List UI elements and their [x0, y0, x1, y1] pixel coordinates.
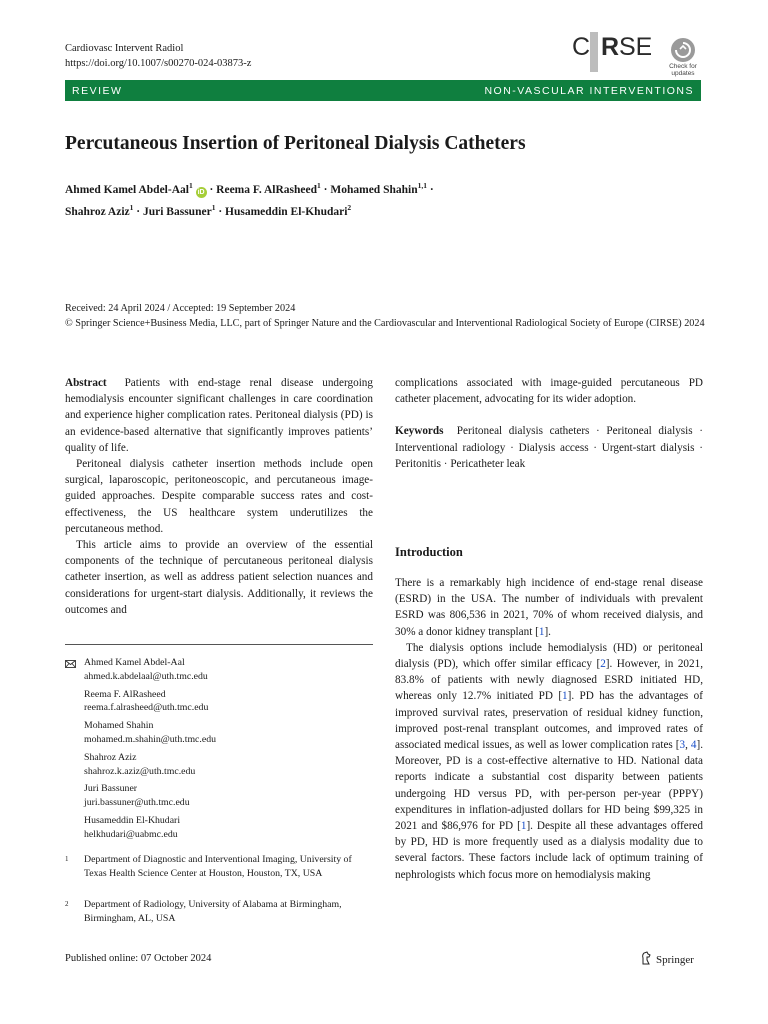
- author-affil-sup: 1: [211, 202, 216, 212]
- contact-email[interactable]: shahroz.k.aziz@uth.tmc.edu: [84, 765, 196, 777]
- abstract-paragraph: This article aims to provide an overview of the essential components of the technique of percutaneous peritoneal dialysis catheter insertion, as well as address patient selection nuances and considerations for urgent-start dialysis. Additionally, it reviews the outcomes and: [65, 539, 373, 616]
- svg-text:R: R: [601, 33, 620, 61]
- crossmark-text-2: updates: [671, 70, 695, 77]
- article-type: REVIEW: [72, 84, 123, 97]
- introduction-body: [395, 575, 703, 883]
- orcid-icon[interactable]: iD: [197, 188, 205, 196]
- citation-link[interactable]: 1: [538, 625, 545, 638]
- footnote-divider: [65, 644, 373, 645]
- publisher-name: Springer: [656, 953, 694, 966]
- contact-name: Juri Bassuner: [84, 783, 138, 795]
- svg-text:C: C: [572, 33, 591, 61]
- author-contacts: [65, 656, 373, 846]
- abstract-continuation: [395, 375, 703, 472]
- citation-link[interactable]: 3: [679, 739, 686, 752]
- contact-entry: [65, 782, 373, 810]
- affiliation-entry: [65, 853, 373, 881]
- introduction-heading: Introduction: [395, 545, 463, 559]
- citation-link[interactable]: 1: [520, 820, 527, 833]
- contact-name: Ahmed Kamel Abdel-Aal: [84, 657, 185, 668]
- abstract-section: [65, 375, 373, 618]
- contact-email[interactable]: mohamed.m.shahin@uth.tmc.edu: [84, 733, 217, 745]
- contact-name: Husameddin El-Khudari: [84, 814, 181, 826]
- affiliation-entry: [65, 898, 373, 926]
- crossmark-text-1: Check for: [669, 63, 697, 70]
- journal-header: [65, 41, 251, 71]
- contact-entry: [65, 751, 373, 779]
- crossmark-icon: [671, 38, 695, 62]
- crossmark-badge[interactable]: [663, 38, 703, 77]
- contact-name: Shahroz Aziz: [84, 751, 137, 763]
- contact-email[interactable]: reema.f.alrasheed@uth.tmc.edu: [84, 702, 209, 714]
- article-title: Percutaneous Insertion of Peritoneal Dialysis Catheters: [65, 133, 526, 154]
- contact-name: Reema F. AlRasheed: [84, 688, 166, 700]
- journal-name: Cardiovasc Intervent Radiol: [65, 43, 184, 54]
- svg-text:SE: SE: [619, 33, 651, 61]
- author-affil-sup: 2: [347, 202, 352, 212]
- published-online-date: Published online: 07 October 2024: [65, 953, 212, 964]
- author-affil-sup: 1,1: [417, 181, 427, 190]
- cirse-logo: [571, 32, 651, 72]
- author-name[interactable]: Reema F. AlRasheed: [216, 183, 318, 196]
- abstract-paragraph: Peritoneal dialysis catheter insertion methods include open surgical, laparoscopic, peritoneoscopic, and percutaneous image-guided approaches. Despite comparable success rates and cost-effectiveness, the US healthcare system underutilizes the percutaneous method.: [65, 458, 373, 535]
- contact-entry: [65, 688, 373, 716]
- contact-entry: [65, 719, 373, 747]
- author-affil-sup: 1: [317, 181, 321, 190]
- keywords-text: Peritoneal dialysis catheters · Peritoneal dialysis · Interventional radiology · Dialysis access · Urgent-start dialysis · Peritonitis · Pericatheter leak: [395, 425, 703, 470]
- author-name[interactable]: Husameddin El-Khudari: [225, 205, 348, 218]
- contact-name: Mohamed Shahin: [84, 720, 154, 732]
- envelope-icon: [65, 659, 76, 673]
- affiliation-number: 1: [65, 855, 69, 863]
- springer-logo: [640, 951, 694, 968]
- article-type-bar: [65, 80, 701, 101]
- contact-entry: [65, 656, 373, 684]
- abstract-paragraph: Patients with end-stage renal disease undergoing hemodialysis encounter significant challenges in care coordination and experience higher complication rates. Peritoneal dialysis (PD) is an evidence-based alternative that significantly improves patients’ quality of life.: [65, 377, 373, 454]
- author-affil-sup: 1: [129, 202, 134, 212]
- abstract-label: Abstract: [65, 377, 107, 389]
- affiliation-text: Department of Diagnostic and Interventional Imaging, University of Texas Health Science Center at Houston, Houston, TX, USA: [84, 854, 352, 879]
- contact-entry: [65, 814, 373, 842]
- author-name[interactable]: Ahmed Kamel Abdel-Aal: [65, 183, 189, 196]
- article-section: NON-VASCULAR INTERVENTIONS: [484, 84, 694, 97]
- doi-link[interactable]: https://doi.org/10.1007/s00270-024-03873-z: [65, 58, 252, 69]
- citation-link[interactable]: 2: [600, 658, 606, 671]
- keywords-block: [395, 423, 703, 472]
- contact-email[interactable]: juri.bassuner@uth.tmc.edu: [84, 797, 190, 809]
- author-name[interactable]: Shahroz Aziz: [65, 205, 130, 218]
- contact-email[interactable]: ahmed.k.abdelaal@uth.tmc.edu: [84, 670, 208, 682]
- contact-email[interactable]: helkhudari@uabmc.edu: [84, 828, 178, 840]
- copyright-notice: © Springer Science+Business Media, LLC, part of Springer Nature and the Cardiovascular and Interventional Radiological Society of Europe (CIRSE) 2024: [65, 317, 705, 329]
- intro-paragraph: The dialysis options include hemodialysis (HD) or peritoneal dialysis (PD), which offer similar efficacy [2]. However, in 2021, 83.8% of patients with newly diagnosed ESRD initiated HD, whereas only 12.7% initiated PD [1]. PD has the advantages of improved survival rates, preservation of residual kidney function, improved post-renal transplant outcomes, and improved rates of associated medical issues, as well as lower complication rates [3, 4]. Moreover, PD is a cost-effective alternative to HD. National data reports indicate a substantial cost disparity between patients undergoing HD versus PD, with per-person per-year (PPPY) expenditures in inflation-adjusted dollars for HD being $99,325 in 2021 and $86,976 for PD [1]. Despite all these advantages offered by PD, HD is more frequently used as a dialysis modality due to several factors. These factors include lack of optimum training of nephrologists which focus more on hemodialysis making: [395, 641, 704, 881]
- affiliation-text: Department of Radiology, University of Alabama at Birmingham, Birmingham, AL, USA: [84, 899, 342, 924]
- citation-link[interactable]: 4: [690, 739, 697, 752]
- keywords-label: Keywords: [395, 425, 444, 438]
- affiliation-number: 2: [65, 900, 69, 908]
- author-name[interactable]: Juri Bassuner: [142, 205, 212, 218]
- article-meta: [65, 302, 705, 331]
- received-accepted-dates: Received: 24 April 2024 / Accepted: 19 September 2024: [65, 303, 296, 314]
- author-affil-sup: 1: [188, 181, 193, 190]
- abstract-paragraph: complications associated with image-guided percutaneous PD catheter placement, advocating for its wider adoption.: [395, 377, 703, 406]
- author-list: Ahmed Kamel Abdel-Aal$^1$ iD · Reema F. AlRasheed$^1$ · Mohamed Shahin$^{1,1}$ · Shahroz Aziz$^1$ · Juri Bassuner$^1$ · Husameddin El-Khudari$^2$: [65, 181, 434, 218]
- citation-link[interactable]: 1: [562, 690, 568, 703]
- springer-horse-icon: [640, 951, 652, 968]
- author-name[interactable]: Mohamed Shahin: [330, 183, 418, 196]
- intro-paragraph: There is a remarkably high incidence of end-stage renal disease (ESRD) in the USA. The number of individuals with prevalent ESRD was 806,536 in 2021, 70% of whom received dialysis, and 30% a donor kidney transplant [1].: [395, 577, 703, 638]
